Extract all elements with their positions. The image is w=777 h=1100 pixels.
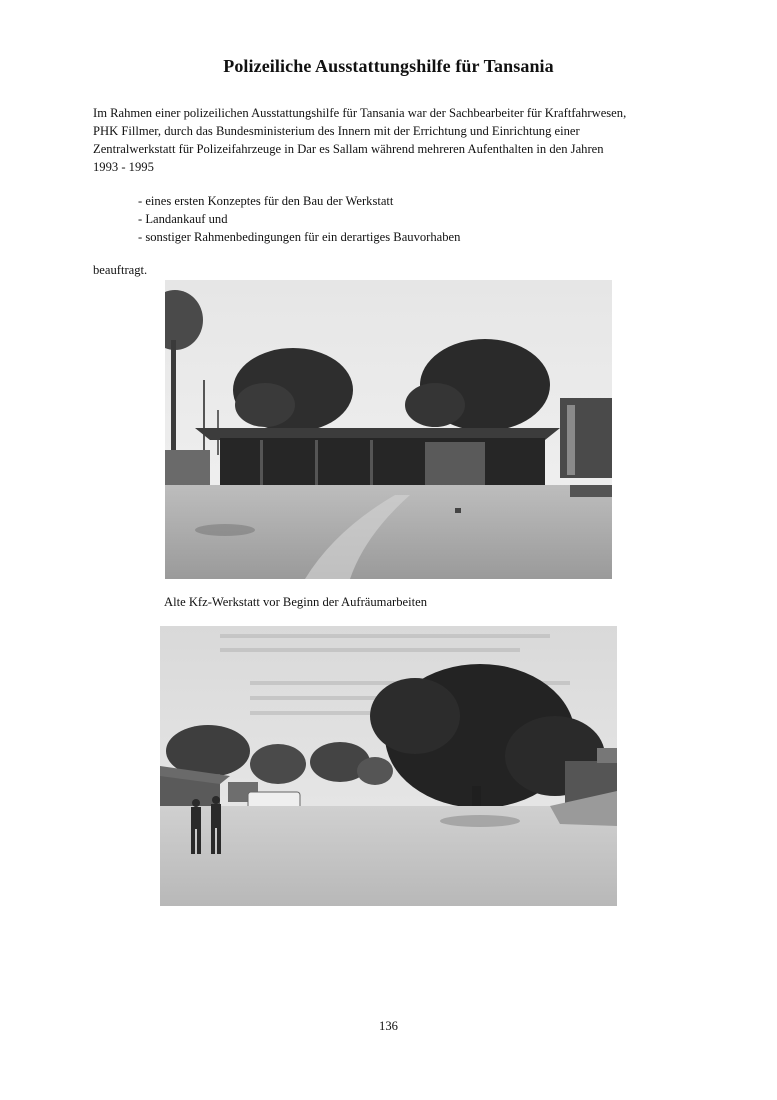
- page-number: 136: [379, 1019, 398, 1033]
- photo-caption: Alte Kfz-Werkstatt vor Beginn der Aufräumarbeiten: [164, 595, 428, 609]
- task-list-item: - sonstiger Rahmenbedingungen für ein derartiges Bauvorhaben: [138, 230, 461, 244]
- intro-line: 1993 - 1995: [93, 160, 154, 174]
- task-list-item: - eines ersten Konzeptes für den Bau der Werkstatt: [138, 194, 394, 208]
- old-workshop-photo: [165, 280, 612, 579]
- intro-paragraph: [93, 104, 703, 176]
- page-title: Polizeiliche Ausstattungshilfe für Tansania: [223, 56, 554, 76]
- workshop-yard-photo: [160, 626, 617, 906]
- intro-line: Im Rahmen einer polizeilichen Ausstattungshilfe für Tansania war der Sachbearbeiter für Kraftfahrwesen,: [93, 106, 627, 120]
- intro-line: Zentralwerkstatt für Polizeifahrzeuge in Dar es Sallam während mehreren Aufenthalten in den Jahren: [93, 142, 604, 156]
- task-list-item: - Landankauf und: [138, 212, 228, 226]
- closing-text: beauftragt.: [93, 263, 148, 277]
- intro-line: PHK Fillmer, durch das Bundesministerium des Innern mit der Errichtung und Einrichtung einer: [93, 124, 580, 138]
- task-list: [138, 192, 460, 246]
